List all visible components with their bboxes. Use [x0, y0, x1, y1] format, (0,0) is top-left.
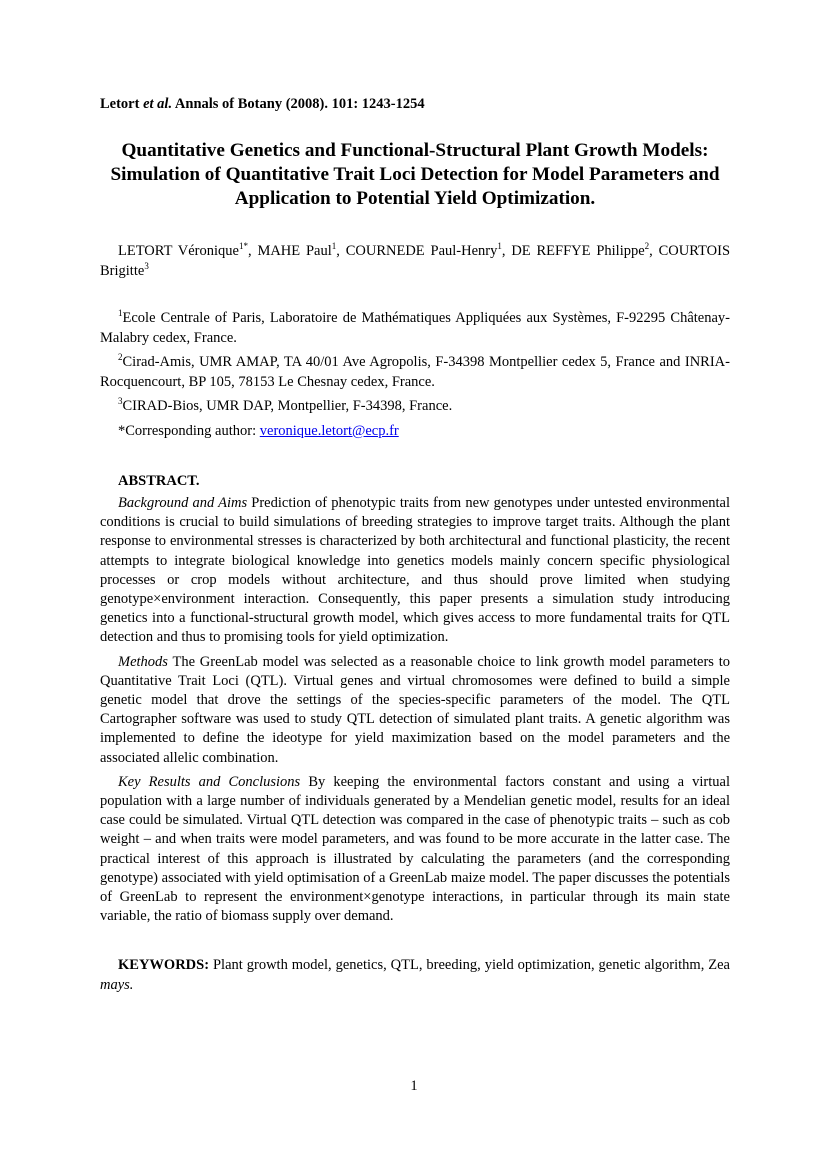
paper-title: Quantitative Genetics and Functional-Structural Plant Growth Models: Simulation of Quantitative Trait Loci Detection for Model Parameters and Application to Potential Yield Optimization.	[110, 140, 720, 209]
abstract-heading: ABSTRACT.	[118, 473, 200, 489]
abstract-paragraph	[100, 653, 730, 768]
affiliation-text: CIRAD-Bios, UMR DAP, Montpellier, F-34398, France.	[122, 398, 453, 414]
author-sup: 1	[331, 241, 337, 252]
author-sup: 2	[644, 241, 650, 252]
abstract-section-text: Prediction of phenotypic traits from new genotypes under untested environmental conditions is crucial to build simulations of breeding strategies to improve target traits. Although the plant response to environmental stresses is characterized by both architectural and functional plasticity, the recent attempts to integrate biological knowledge into genetics models mainly concern specific physiological processes or crop models without architecture, and thus should prove limited when studying genotype×environment interaction. Consequently, this paper presents a simulation study introducing genetics into a functional-structural growth model, which gives access to more fundamental traits for QTL detection and thus to promising tools for yield optimization.	[100, 495, 730, 646]
citation-authors: Letort	[100, 96, 140, 112]
affiliation-text: Ecole Centrale of Paris, Laboratoire de Mathématiques Appliquées aux Systèmes, F-92295 Châtenay-Malabry cedex, France.	[100, 310, 730, 346]
author-list	[100, 241, 730, 281]
author: LETORT Véronique$^{1*}$,	[118, 241, 258, 259]
abstract-section-text: By keeping the environmental factors constant and using a virtual population with a large number of individuals generated by a Mendelian genetic model, results for an ideal case could be simulated. Virtual QTL detection was compared in the case of phenotypic traits – such as cob weight – and when traits were model parameters, and was found to be more accurate in the latter case. The practical interest of this approach is illustrated by calculating the parameters (and the corresponding genotype) associated with yield optimisation of a GreenLab maize model. The paper discusses the potentials of GreenLab to represent the environment×genotype interactions, in particular through its main state variable, the ratio of biomass supply over demand.	[100, 773, 731, 925]
affiliation-number: 3	[118, 396, 123, 407]
abstract-section-label: Methods	[118, 653, 168, 670]
affiliation	[100, 309, 730, 348]
corresponding-author	[100, 422, 730, 442]
author: COURNEDE Paul-Henry$^1$,	[345, 241, 512, 259]
abstract-paragraph	[100, 494, 730, 648]
keywords-text: Plant growth model, genetics, QTL, breeding, yield optimization, genetic algorithm, Zea	[209, 957, 730, 974]
author-name: COURTOIS Brigitte	[100, 243, 731, 279]
paper-page	[100, 96, 730, 995]
author-name: DE REFFYE Philippe	[511, 243, 645, 259]
affiliation	[100, 397, 730, 417]
keywords-label: KEYWORDS:	[118, 957, 210, 974]
abstract-section-label: Background and Aims	[118, 495, 248, 511]
author-name: COURNEDE Paul-Henry	[345, 243, 498, 259]
author-name: MAHE Paul	[257, 243, 332, 259]
affiliation-number: 1	[118, 308, 123, 319]
affiliation	[100, 353, 730, 392]
citation-line	[100, 96, 730, 113]
citation-etal: et al.	[143, 96, 173, 112]
affiliation-number: 2	[118, 352, 123, 363]
page-number: 1	[410, 1078, 418, 1094]
email-link[interactable]: veronique.letort@ecp.fr	[259, 422, 399, 439]
keywords	[100, 956, 730, 995]
abstract-section-label: Key Results and Conclusions	[118, 773, 301, 790]
citation-journal: Annals of Botany (2008). 101: 1243-1254	[174, 96, 425, 112]
author: MAHE Paul$^1$,	[257, 241, 346, 259]
author-sup: 1	[497, 241, 502, 252]
author-sup: 1*	[238, 241, 248, 252]
author-sup: 3	[144, 261, 149, 272]
author-name: LETORT Véronique	[118, 243, 239, 259]
abstract-paragraph	[100, 773, 730, 927]
corresponding-label: *Corresponding author:	[118, 422, 260, 439]
affiliation-text: Cirad-Amis, UMR AMAP, TA 40/01 Ave Agropolis, F-34398 Montpellier cedex 5, France and INRIA-Rocquencourt, BP 105, 78153 Le Chesnay cedex, France.	[100, 354, 730, 390]
author: DE REFFYE Philippe$^2$,	[511, 241, 659, 259]
abstract-section-text: The GreenLab model was selected as a reasonable choice to link growth model parameters to Quantitative Trait Loci (QTL). Virtual genes and virtual chromosomes were defined to build a simple genetic model that drove the settings of the species-specific parameters of the model. The QTL Cartographer software was used to study QTL detection of simulated plant traits. A genetic algorithm was implemented to define the ideotype for yield maximization based on the model parameters and the associated allelic combination.	[100, 653, 730, 766]
keywords-italic: mays.	[100, 976, 134, 993]
